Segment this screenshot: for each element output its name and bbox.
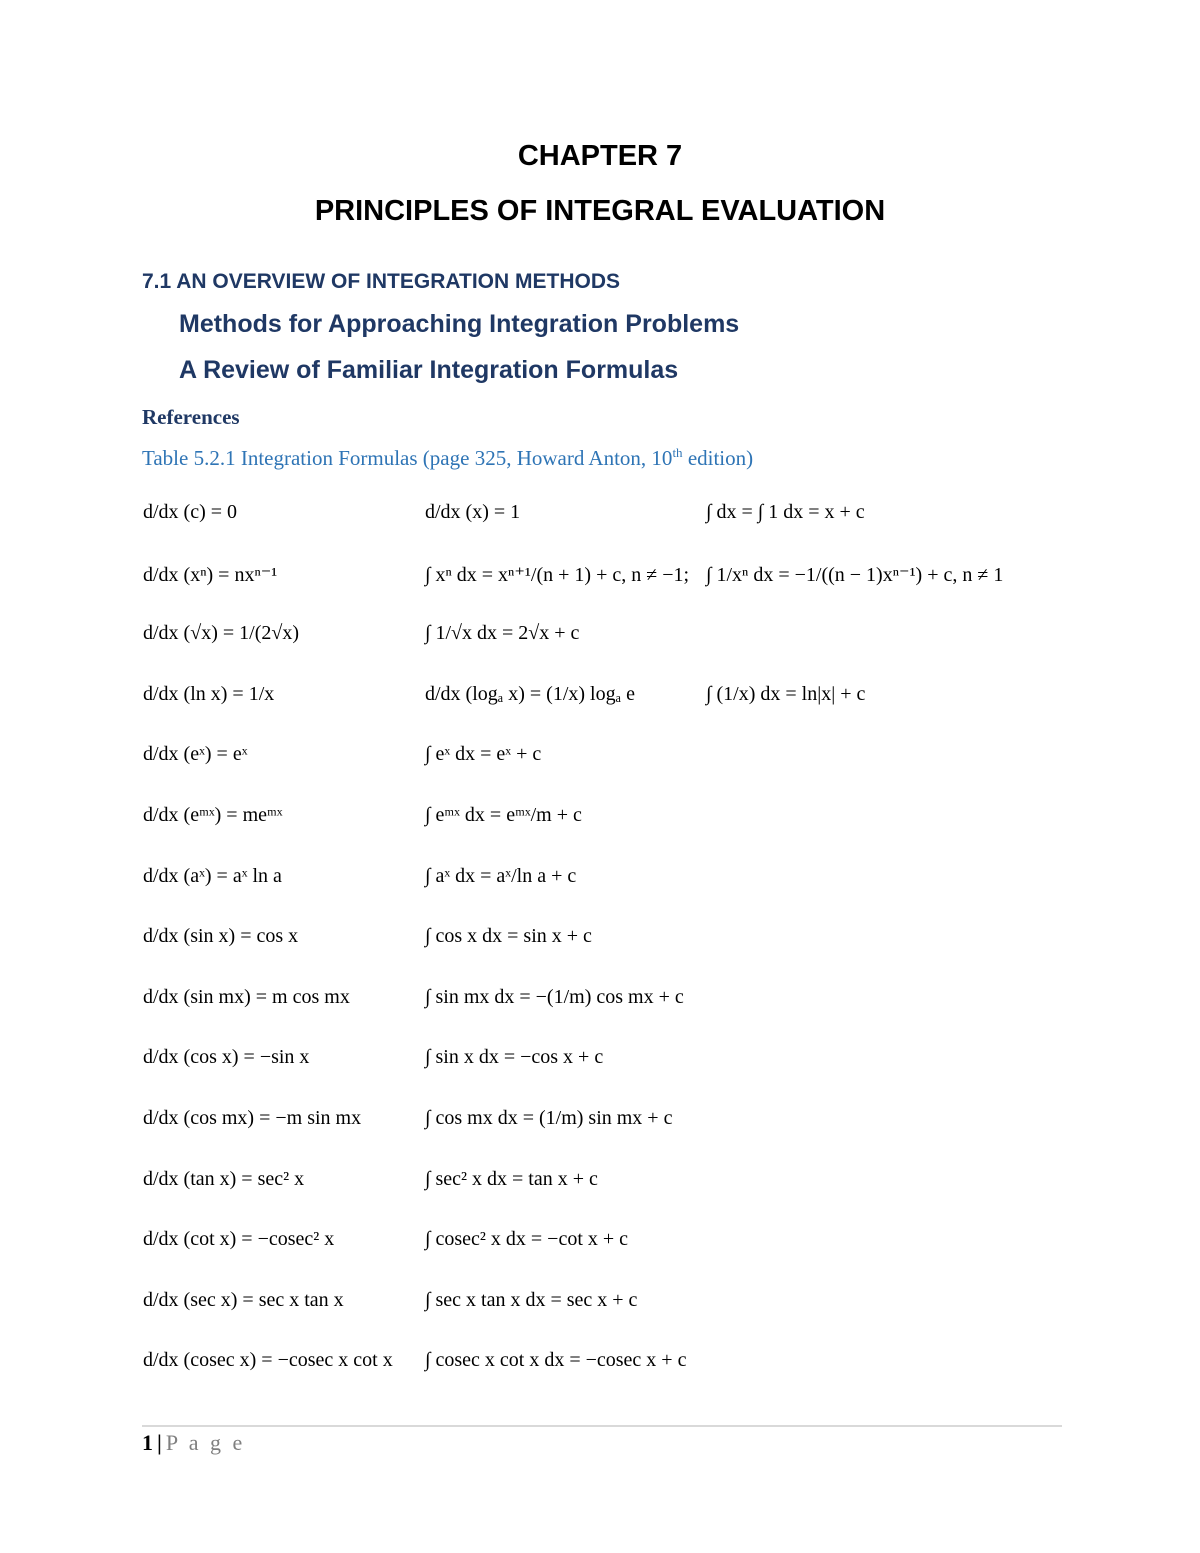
formula-derivative: d/dx (√x) = 1/(2√x) bbox=[143, 622, 299, 644]
formula-integral: ∫ sec x tan x dx = sec x + c bbox=[425, 1289, 638, 1311]
formula-integral: ∫ eᵐˣ dx = eᵐˣ/m + c bbox=[425, 804, 582, 826]
formula-integral: d/dx (logₐ x) = (1/x) logₐ e bbox=[425, 683, 635, 705]
formula-derivative: d/dx (cosec x) = −cosec x cot x bbox=[143, 1349, 393, 1371]
formula-integral: ∫ sin mx dx = −(1/m) cos mx + c bbox=[425, 986, 684, 1008]
formula-integral: ∫ xⁿ dx = xⁿ⁺¹/(n + 1) + c, n ≠ −1; bbox=[425, 564, 690, 586]
formula-integral: ∫ 1/√x dx = 2√x + c bbox=[425, 622, 580, 644]
formula-derivative: d/dx (tan x) = sec² x bbox=[143, 1168, 305, 1190]
subheading-methods: Methods for Approaching Integration Problems bbox=[179, 310, 740, 338]
section-title: 7.1 AN OVERVIEW OF INTEGRATION METHODS bbox=[142, 270, 620, 293]
formula-integral: ∫ cosec x cot x dx = −cosec x + c bbox=[425, 1349, 687, 1371]
formula-integral: ∫ cos x dx = sin x + c bbox=[425, 925, 592, 947]
formula-derivative: d/dx (xⁿ) = nxⁿ⁻¹ bbox=[143, 564, 278, 586]
references-label: References bbox=[142, 405, 240, 429]
chapter-title: PRINCIPLES OF INTEGRAL EVALUATION bbox=[314, 195, 886, 227]
formula-derivative: d/dx (eˣ) = eˣ bbox=[143, 743, 248, 765]
formula-integral: d/dx (x) = 1 bbox=[425, 501, 521, 523]
page-number: 1 bbox=[142, 1430, 153, 1455]
formula-integral: ∫ cosec² x dx = −cot x + c bbox=[425, 1228, 629, 1250]
footer-separator: | bbox=[157, 1430, 162, 1455]
table-reference-edition: edition) bbox=[682, 446, 754, 470]
formula-derivative: d/dx (sec x) = sec x tan x bbox=[143, 1289, 344, 1311]
formula-derivative: d/dx (sin mx) = m cos mx bbox=[143, 986, 350, 1008]
page-label: P a g e bbox=[165, 1430, 246, 1455]
formula-derivative: d/dx (cot x) = −cosec² x bbox=[143, 1228, 335, 1250]
chapter-number: CHAPTER 7 bbox=[517, 140, 683, 172]
formula-derivative: d/dx (cos x) = −sin x bbox=[143, 1046, 310, 1068]
formula-integral: ∫ eˣ dx = eˣ + c bbox=[425, 743, 542, 765]
formula-integral: ∫ sec² x dx = tan x + c bbox=[425, 1168, 598, 1190]
formula-integral-extra: ∫ 1/xⁿ dx = −1/((n − 1)xⁿ⁻¹) + c, n ≠ 1 bbox=[706, 564, 1004, 586]
formula-derivative: d/dx (aˣ) = aˣ ln a bbox=[143, 865, 282, 887]
formula-integral: ∫ sin x dx = −cos x + c bbox=[425, 1046, 604, 1068]
formula-derivative: d/dx (sin x) = cos x bbox=[143, 925, 299, 947]
table-reference-text: Table 5.2.1 Integration Formulas (page 325, Howard Anton, 10 bbox=[142, 446, 673, 470]
formula-integral-extra: ∫ (1/x) dx = ln|x| + c bbox=[706, 683, 866, 705]
formula-integral: ∫ aˣ dx = aˣ/ln a + c bbox=[425, 865, 577, 887]
table-reference bbox=[142, 445, 753, 471]
formula-derivative: d/dx (ln x) = 1/x bbox=[143, 683, 275, 705]
table-reference-superscript: th bbox=[672, 445, 683, 460]
formula-derivative: d/dx (c) = 0 bbox=[143, 501, 238, 523]
formula-integral-extra: ∫ dx = ∫ 1 dx = x + c bbox=[706, 501, 865, 523]
page-footer bbox=[142, 1430, 245, 1456]
footer-divider bbox=[142, 1425, 1062, 1427]
subheading-review: A Review of Familiar Integration Formulas bbox=[179, 356, 679, 384]
formula-derivative: d/dx (eᵐˣ) = meᵐˣ bbox=[143, 804, 283, 826]
formula-integral: ∫ cos mx dx = (1/m) sin mx + c bbox=[425, 1107, 673, 1129]
formula-derivative: d/dx (cos mx) = −m sin mx bbox=[143, 1107, 362, 1129]
